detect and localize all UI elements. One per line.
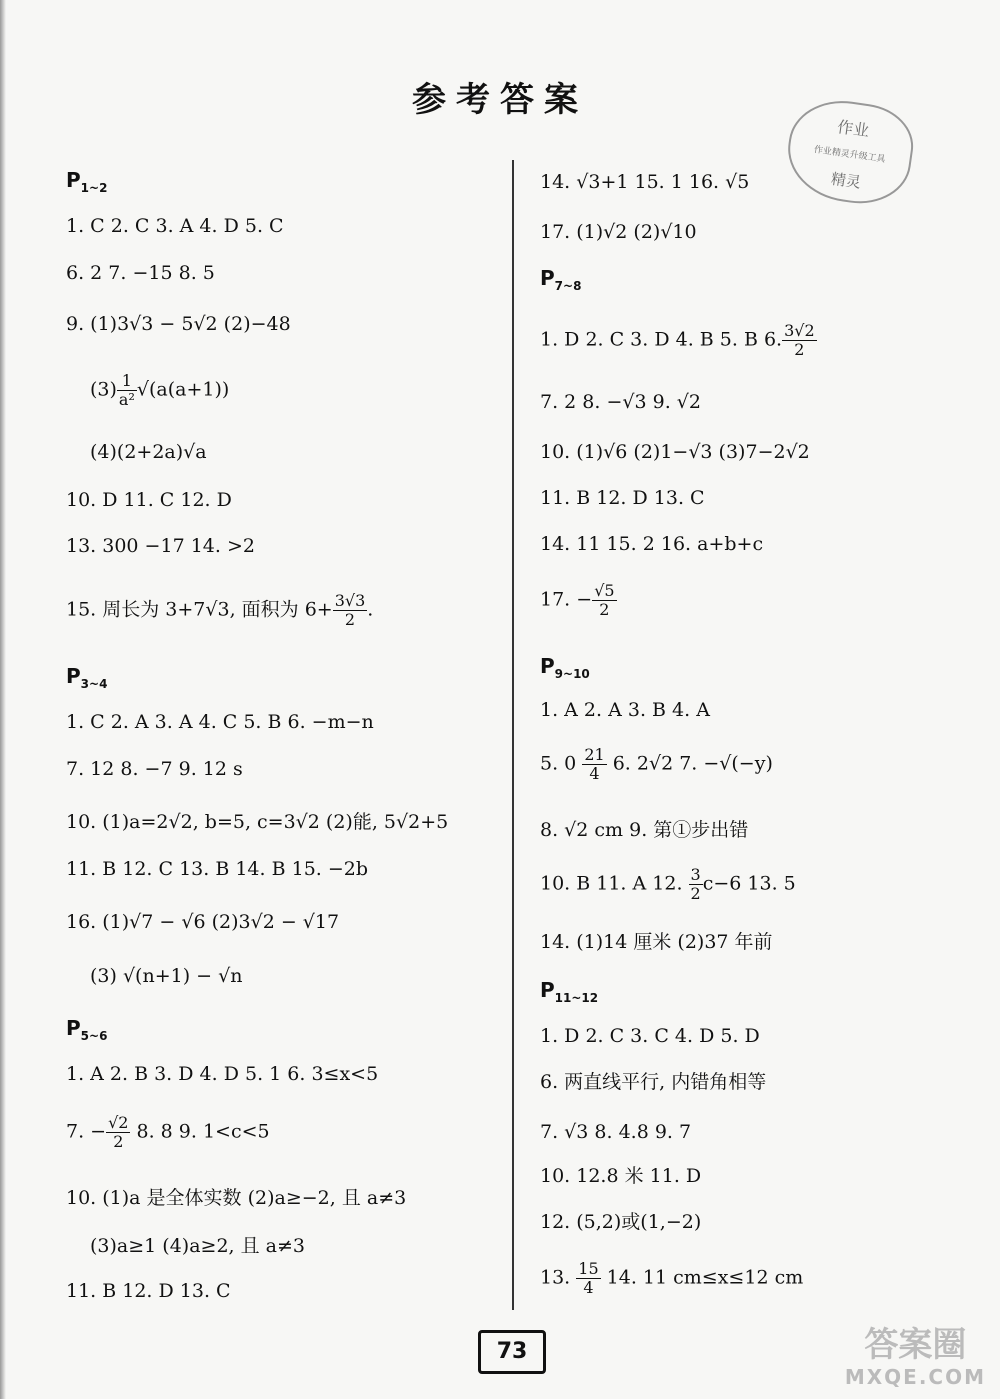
fraction: $\frac{1}{\text{a²}}$ <box>118 371 135 409</box>
answer-line: (3) √(n+1) − √n <box>90 965 243 987</box>
answer-line: 10. D 11. C 12. D <box>66 489 232 511</box>
answer-line: (4)(2+2a)√a <box>90 441 207 463</box>
fraction: $\frac{√5}{2}$ <box>594 581 615 619</box>
fraction: $\frac{3√2}{2}$ <box>784 321 815 359</box>
section-p3-4: $P_{3\sim 4}$ <box>66 664 108 691</box>
answer-line: 6. 2 7. −15 8. 5 <box>66 262 215 284</box>
answer-line-fraction: 15. 周长为 3+7√3, 面积为 6+ $\frac{3√3}{2}$ . <box>66 591 374 629</box>
fraction: $\frac{21}{4}$ <box>584 745 605 783</box>
answer-line: 1. C 2. A 3. A 4. C 5. B 6. −m−n <box>66 711 374 733</box>
answer-line: 13. 300 −17 14. >2 <box>66 535 255 557</box>
answer-line: 1. D 2. C 3. C 4. D 5. D <box>540 1025 760 1047</box>
answer-line: 11. B 12. C 13. B 14. B 15. −2b <box>66 858 369 880</box>
stamp-line-1: 作业 <box>836 117 871 141</box>
answer-line-fraction: (3) $\frac{1}{\text{a²}}$ √(a(a+1)) <box>90 371 230 409</box>
section-p5-6: $P_{5\sim 6}$ <box>66 1016 108 1043</box>
answer-line: 1. A 2. B 3. D 4. D 5. 1 6. 3≤x<5 <box>66 1063 379 1085</box>
scan-edge-shadow <box>0 0 6 1399</box>
answer-line: 6. 两直线平行, 内错角相等 <box>540 1071 767 1093</box>
stamp-line-2: 作业精灵升级工具 <box>813 145 886 165</box>
answer-line: 11. B 12. D 13. C <box>540 487 705 509</box>
answer-line: 7. 12 8. −7 9. 12 s <box>66 758 243 780</box>
answer-line: 7. √3 8. 4.8 9. 7 <box>540 1121 692 1143</box>
answer-line-fraction: 13. $\frac{15}{4}$ 14. 11 cm≤x≤12 cm <box>540 1259 804 1297</box>
answer-line: 12. (5,2)或(1,−2) <box>540 1211 702 1233</box>
answer-line: 14. 11 15. 2 16. a+b+c <box>540 533 764 555</box>
fraction: $\frac{3}{2}$ <box>690 865 701 903</box>
fraction: $\frac{3√3}{2}$ <box>334 591 366 629</box>
answer-line-fraction: 17. − $\frac{√5}{2}$ <box>540 581 615 619</box>
section-p1-2: $P_{1\sim 2}$ <box>66 168 108 195</box>
answer-line: 10. 12.8 米 11. D <box>540 1165 702 1187</box>
answer-line: 10. (1)√6 (2)1−√3 (3)7−2√2 <box>540 441 810 463</box>
answer-line: 10. (1)a=2√2, b=5, c=3√2 (2)能, 5√2+5 <box>66 811 449 833</box>
stamp-line-3: 精灵 <box>829 169 863 192</box>
page-number: 73 <box>478 1330 546 1374</box>
section-p7-8: $P_{7\sim 8}$ <box>540 266 582 293</box>
answer-line: 8. √2 cm 9. 第①步出错 <box>540 819 749 841</box>
answer-line-fraction: 1. D 2. C 3. D 4. B 5. B 6. $\frac{3√2}{2}$ <box>540 321 815 359</box>
fraction: $\frac{15}{4}$ <box>578 1259 599 1297</box>
answer-line-fraction: 10. B 11. A 12. $\frac{3}{2}$ c−6 13. 5 <box>540 865 796 903</box>
answer-line-fraction: 5. 0 $\frac{21}{4}$ 6. 2√2 7. −√(−y) <box>540 745 773 783</box>
answer-line: 14. (1)14 厘米 (2)37 年前 <box>540 931 773 953</box>
answer-line: 17. (1)√2 (2)√10 <box>540 221 697 243</box>
answer-line: 14. √3+1 15. 1 16. √5 <box>540 171 750 193</box>
answer-line: 1. C 2. C 3. A 4. D 5. C <box>66 215 284 237</box>
answer-line: 10. (1)a 是全体实数 (2)a≥−2, 且 a≠3 <box>66 1187 407 1209</box>
section-p11-12: $P_{11\sim 12}$ <box>540 978 599 1005</box>
answer-line: 16. (1)√7 − √6 (2)3√2 − √17 <box>66 911 340 933</box>
fraction: $\frac{√2}{2}$ <box>108 1113 129 1151</box>
answer-line: (3)a≥1 (4)a≥2, 且 a≠3 <box>90 1235 305 1257</box>
answer-line-fraction: 7. − $\frac{√2}{2}$ 8. 8 9. 1<c<5 <box>66 1113 270 1151</box>
answer-line: 9. (1)3√3 − 5√2 (2)−48 <box>66 313 291 335</box>
answer-line: 11. B 12. D 13. C <box>66 1280 231 1302</box>
answer-line: 1. A 2. A 3. B 4. A <box>540 699 710 721</box>
page-title: 参考答案 <box>412 80 588 120</box>
column-divider <box>512 160 514 1310</box>
answer-line: 7. 2 8. −√3 9. √2 <box>540 391 701 413</box>
site-watermark: 答案圈 MXQE.COM <box>844 1325 986 1389</box>
section-p9-10: $P_{9\sim 10}$ <box>540 654 590 681</box>
